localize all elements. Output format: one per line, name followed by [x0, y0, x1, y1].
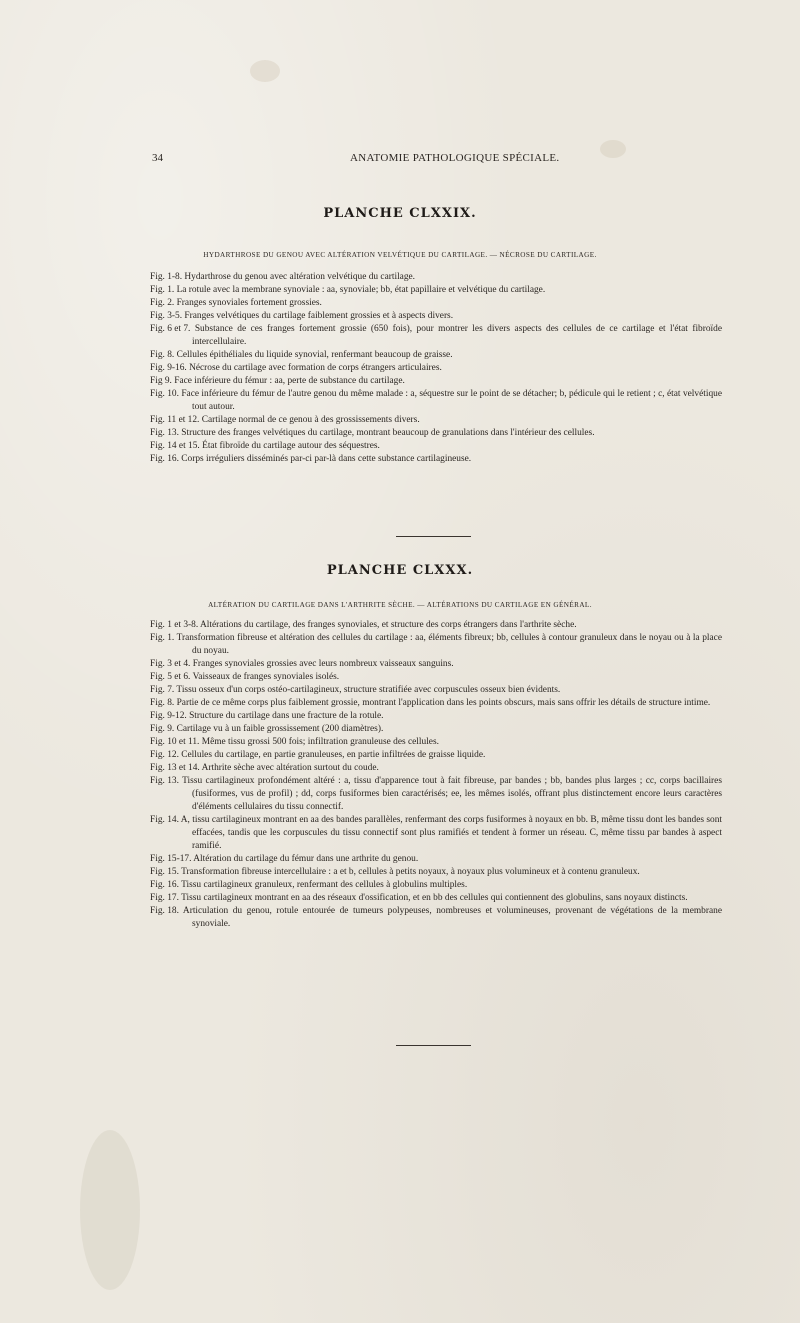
figure-label: Fig. 8.	[150, 350, 175, 360]
figure-label: Fig. 13 et 14.	[150, 763, 200, 773]
figure-entry	[150, 866, 722, 879]
figure-label: Fig. 9-16.	[150, 363, 187, 373]
figure-description: Substance de ces franges fortement grossie (650 fois), pour montrer les divers aspects des cellules de ce cartilage et l'état fibroïde intercellulaire.	[192, 324, 723, 347]
figure-description: La rotule avec la membrane synoviale : aa, synoviale; bb, état papillaire et velvétique du cartilage.	[176, 285, 546, 295]
figure-label: Fig. 17.	[150, 893, 179, 903]
figure-label: Fig. 12.	[150, 750, 179, 760]
figure-description: Altérations du cartilage, des franges synoviales, et structure des corps étrangers dans l'arthrite sèche.	[200, 620, 577, 630]
figure-description: Face inférieure du fémur de l'autre genou du même malade : a, séquestre sur le point de se détacher; b, pédicule qui le retient ; c, état velvétique tout autour.	[181, 389, 722, 412]
figure-description: Hydarthrose du genou avec altération velvétique du cartilage.	[184, 272, 416, 282]
figure-entry	[150, 362, 722, 375]
figure-entry	[150, 297, 722, 310]
figure-description: Cellules épithéliales du liquide synovial, renfermant beaucoup de graisse.	[176, 350, 453, 360]
figure-entry	[150, 427, 722, 440]
figure-label: Fig. 15.	[150, 867, 179, 877]
figure-description: Articulation du genou, rotule entourée de tumeurs polypeuses, nombreuses et volumineuses, provenant de végétations de la membrane synoviale.	[182, 906, 722, 929]
figure-entry	[150, 453, 722, 466]
figure-description: Franges synoviales grossies avec leurs nombreux vaisseaux sanguins.	[192, 659, 454, 669]
figure-entry	[150, 658, 722, 671]
figure-label: Fig. 1.	[150, 633, 175, 643]
figure-entry	[150, 323, 722, 349]
figure-entry	[150, 310, 722, 323]
figure-description: Nécrose du cartilage avec formation de corps étrangers articulaires.	[189, 363, 442, 373]
section-divider	[396, 1045, 471, 1046]
figure-description: Structure des franges velvétiques du cartilage, montrant beaucoup de granulations dans l'intérieur des cellules.	[181, 428, 595, 438]
figure-description: Partie de ce même corps plus faiblement grossie, montrant l'application dans les points obscurs, mais sans offrir les détails de structure intime.	[176, 698, 711, 708]
figure-description: Vaisseaux de franges synoviales isolés.	[192, 672, 340, 682]
figure-entry	[150, 414, 722, 427]
figure-label: Fig. 5 et 6.	[150, 672, 191, 682]
figure-entry	[150, 814, 722, 853]
figure-label: Fig. 1-8.	[150, 272, 183, 282]
figure-label: Fig 9.	[150, 376, 172, 386]
figure-label: Fig. 9.	[150, 724, 175, 734]
figure-entry	[150, 388, 722, 414]
plate-title: PLANCHE CLXXX.	[326, 563, 474, 578]
figure-entry	[150, 762, 722, 775]
figure-description: Transformation fibreuse et altération des cellules du cartilage : aa, éléments fibreux; bb, cellules à contour granuleux dans le noyau ou à la place du noyau.	[176, 633, 722, 656]
running-head: ANATOMIE PATHOLOGIQUE SPÉCIALE.	[350, 152, 560, 164]
figure-description: A, tissu cartilagineux montrant en aa des bandes parallèles, renfermant des corps fusiformes à noyaux en bb. B, même tissu dont les bandes sont effacées, tandis que les corpuscules du tissu connectif sont plus ramifiés et tendent à former un réseau. C, même tissu par bandes à aspect ramifié.	[180, 815, 723, 851]
figure-label: Fig. 10.	[150, 389, 179, 399]
figure-label: Fig. 7.	[150, 685, 175, 695]
figure-label: Fig. 6 et 7.	[150, 324, 191, 334]
figure-entry	[150, 632, 722, 658]
plate-legend-list	[150, 271, 722, 466]
section-divider	[396, 536, 471, 537]
figure-entry	[150, 684, 722, 697]
figure-label: Fig. 8.	[150, 698, 175, 708]
figure-entry	[150, 349, 722, 362]
page-number: 34	[152, 152, 163, 164]
paper-stain	[250, 60, 280, 82]
figure-label: Fig. 9-12.	[150, 711, 187, 721]
figure-description: Structure du cartilage dans une fracture de la rotule.	[189, 711, 384, 721]
figure-label: Fig. 1.	[150, 285, 175, 295]
page-header	[152, 152, 652, 166]
figure-description: Tissu cartilagineux montrant en aa des réseaux d'ossification, et en bb des cellules qui contiennent des globulins, sans noyaux distincts.	[181, 893, 688, 903]
figure-entry	[150, 892, 722, 905]
plate-legend-list	[150, 619, 722, 931]
figure-label: Fig. 18.	[150, 906, 179, 916]
figure-label: Fig. 13.	[150, 776, 179, 786]
paper-stain	[80, 1130, 140, 1290]
figure-label: Fig. 10 et 11.	[150, 737, 200, 747]
figure-label: Fig. 14.	[150, 815, 179, 825]
figure-label: Fig. 1 et 3-8.	[150, 620, 199, 630]
figure-entry	[150, 440, 722, 453]
figure-entry	[150, 284, 722, 297]
figure-description: Face inférieure du fémur : aa, perte de substance du cartilage.	[174, 376, 405, 386]
figure-entry	[150, 749, 722, 762]
figure-entry	[150, 736, 722, 749]
figure-description: Tissu osseux d'un corps ostéo-cartilagineux, structure stratifiée avec corpuscules osseux bien évidents.	[176, 685, 561, 695]
figure-entry	[150, 271, 722, 284]
figure-description: Même tissu grossi 500 fois; infiltration granuleuse des cellules.	[201, 737, 439, 747]
figure-label: Fig. 15-17.	[150, 854, 192, 864]
figure-label: Fig. 16.	[150, 880, 179, 890]
plate-title: PLANCHE CLXXIX.	[323, 206, 477, 221]
figure-description: Arthrite sèche avec altération surtout du coude.	[201, 763, 379, 773]
figure-label: Fig. 13.	[150, 428, 179, 438]
figure-label: Fig. 3 et 4.	[150, 659, 191, 669]
figure-description: Franges synoviales fortement grossies.	[176, 298, 322, 308]
figure-entry	[150, 710, 722, 723]
figure-entry	[150, 853, 722, 866]
figure-entry	[150, 619, 722, 632]
figure-description: État fibroïde du cartilage autour des séquestres.	[202, 441, 380, 451]
figure-label: Fig. 3-5.	[150, 311, 183, 321]
figure-entry	[150, 697, 722, 710]
figure-entry	[150, 671, 722, 684]
figure-entry	[150, 879, 722, 892]
figure-entry	[150, 775, 722, 814]
figure-description: Transformation fibreuse intercellulaire : a et b, cellules à petits noyaux, à noyaux plus volumineux et à contenu granuleux.	[181, 867, 640, 877]
figure-label: Fig. 14 et 15.	[150, 441, 200, 451]
figure-entry	[150, 723, 722, 736]
figure-description: Cartilage normal de ce genou à des grossissements divers.	[201, 415, 420, 425]
figure-description: Cellules du cartilage, en partie granuleuses, en partie infiltrées de graisse liquide.	[181, 750, 486, 760]
figure-description: Franges velvétiques du cartilage faiblement grossies et à aspects divers.	[184, 311, 454, 321]
figure-description: Tissu cartilagineux profondément altéré : a, tissu d'apparence tout à fait fibreuse, par bandes ; bb, bandes plus larges ; cc, corps bacillaires (fusiformes, vus de profil) ; dd, corps fusiformes bien caractérisés; ee, les mêmes isolés, offrant plus distinctement encore leurs caractères d'éléments cellulaires du tissu connectif.	[182, 776, 722, 812]
figure-description: Altération du cartilage du fémur dans une arthrite du genou.	[193, 854, 419, 864]
figure-label: Fig. 2.	[150, 298, 175, 308]
plate-subtitle: ALTÉRATION DU CARTILAGE DANS L'ARTHRITE SÈCHE. — ALTÉRATIONS DU CARTILAGE EN GÉNÉRAL.	[208, 601, 592, 609]
plate-subtitle: HYDARTHROSE DU GENOU AVEC ALTÉRATION VELVÉTIQUE DU CARTILAGE. — NÉCROSE DU CARTILAGE.	[203, 251, 597, 259]
figure-description: Corps irréguliers disséminés par-ci par-là dans cette substance cartilagineuse.	[181, 454, 472, 464]
figure-description: Tissu cartilagineux granuleux, renfermant des cellules à globulins multiples.	[181, 880, 468, 890]
figure-description: Cartilage vu à un faible grossissement (200 diamètres).	[176, 724, 384, 734]
figure-label: Fig. 11 et 12.	[150, 415, 200, 425]
figure-entry	[150, 375, 722, 388]
figure-label: Fig. 16.	[150, 454, 179, 464]
figure-entry	[150, 905, 722, 931]
